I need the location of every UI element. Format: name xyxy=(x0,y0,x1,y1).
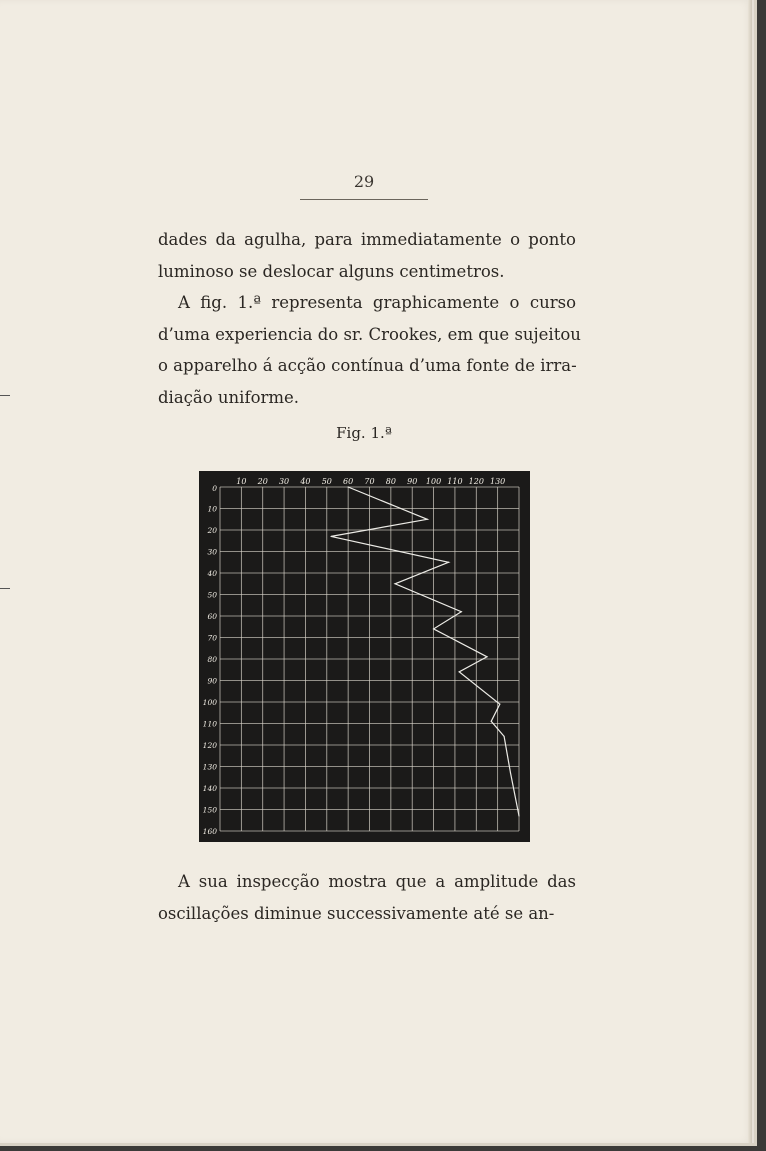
figure-1-chart xyxy=(199,471,530,842)
text-line: d’uma experiencia do sr. Crookes, em que sujeitou xyxy=(158,324,581,344)
x-tick-label: 50 xyxy=(321,477,332,486)
margin-mark xyxy=(0,395,10,396)
y-tick-label: 40 xyxy=(207,569,217,578)
header-rule xyxy=(300,199,428,200)
y-tick-label: 80 xyxy=(207,655,217,664)
x-tick-label: 70 xyxy=(364,477,375,486)
x-tick-label: 40 xyxy=(300,477,311,486)
data-point xyxy=(348,486,349,487)
x-tick-label: 120 xyxy=(468,477,484,486)
page-edge xyxy=(748,0,752,1143)
x-tick-label: 30 xyxy=(278,477,290,486)
text-line: oscillações diminue successivamente até se an- xyxy=(158,903,555,923)
page-number: 29 xyxy=(353,172,375,191)
y-tick-label: 30 xyxy=(207,547,217,557)
figure-caption: Fig. 1.ª xyxy=(336,424,392,442)
text-line: A fig. 1.ª representa graphicamente o curso xyxy=(178,293,576,312)
data-point xyxy=(491,721,492,722)
x-tick-label: 80 xyxy=(385,477,396,486)
y-tick-label: 60 xyxy=(207,612,217,621)
y-tick-label: 130 xyxy=(202,762,217,772)
chart-svg xyxy=(199,471,530,842)
data-point xyxy=(510,772,511,773)
data-point xyxy=(499,704,500,705)
data-point xyxy=(330,536,331,537)
paragraph-3 xyxy=(158,866,576,929)
data-point xyxy=(427,519,428,520)
y-tick-label: 0 xyxy=(212,484,217,493)
y-tick-label: 150 xyxy=(202,805,217,815)
x-tick-label: 90 xyxy=(407,477,418,486)
y-tick-label: 120 xyxy=(202,741,217,750)
margin-mark xyxy=(0,588,10,589)
x-tick-label: 60 xyxy=(343,477,354,486)
text-line: luminoso se deslocar alguns centimetros. xyxy=(158,261,505,281)
data-point xyxy=(503,736,504,737)
paragraph-1 xyxy=(158,224,576,287)
text-line: diação uniforme. xyxy=(158,387,300,407)
data-point xyxy=(433,628,434,629)
x-tick-label: 130 xyxy=(490,477,506,486)
paragraph-2 xyxy=(158,287,581,413)
data-point xyxy=(518,815,519,816)
x-tick-label: 20 xyxy=(257,477,268,486)
text-line: dades da agulha, para immediatamente o ponto xyxy=(158,230,576,249)
data-point xyxy=(486,656,487,657)
x-tick-label: 100 xyxy=(425,477,442,486)
y-tick-label: 100 xyxy=(202,698,217,707)
y-tick-label: 10 xyxy=(207,504,217,514)
text-line: A sua inspecção mostra que a amplitude das xyxy=(178,872,576,891)
y-tick-label: 160 xyxy=(202,827,217,836)
y-tick-label: 140 xyxy=(202,784,217,793)
data-point xyxy=(395,583,396,584)
x-tick-label: 10 xyxy=(236,477,247,486)
y-tick-label: 20 xyxy=(207,526,217,535)
chart-background xyxy=(199,471,530,842)
x-tick-label: 110 xyxy=(447,477,463,486)
text-line: o apparelho á acção contínua d’uma fonte de irra- xyxy=(158,356,577,375)
data-point xyxy=(448,562,449,563)
y-tick-label: 90 xyxy=(207,676,217,686)
y-tick-label: 110 xyxy=(202,719,217,729)
data-point xyxy=(461,611,462,612)
data-point xyxy=(459,671,460,672)
y-tick-label: 70 xyxy=(207,633,217,643)
y-tick-label: 50 xyxy=(207,590,217,600)
